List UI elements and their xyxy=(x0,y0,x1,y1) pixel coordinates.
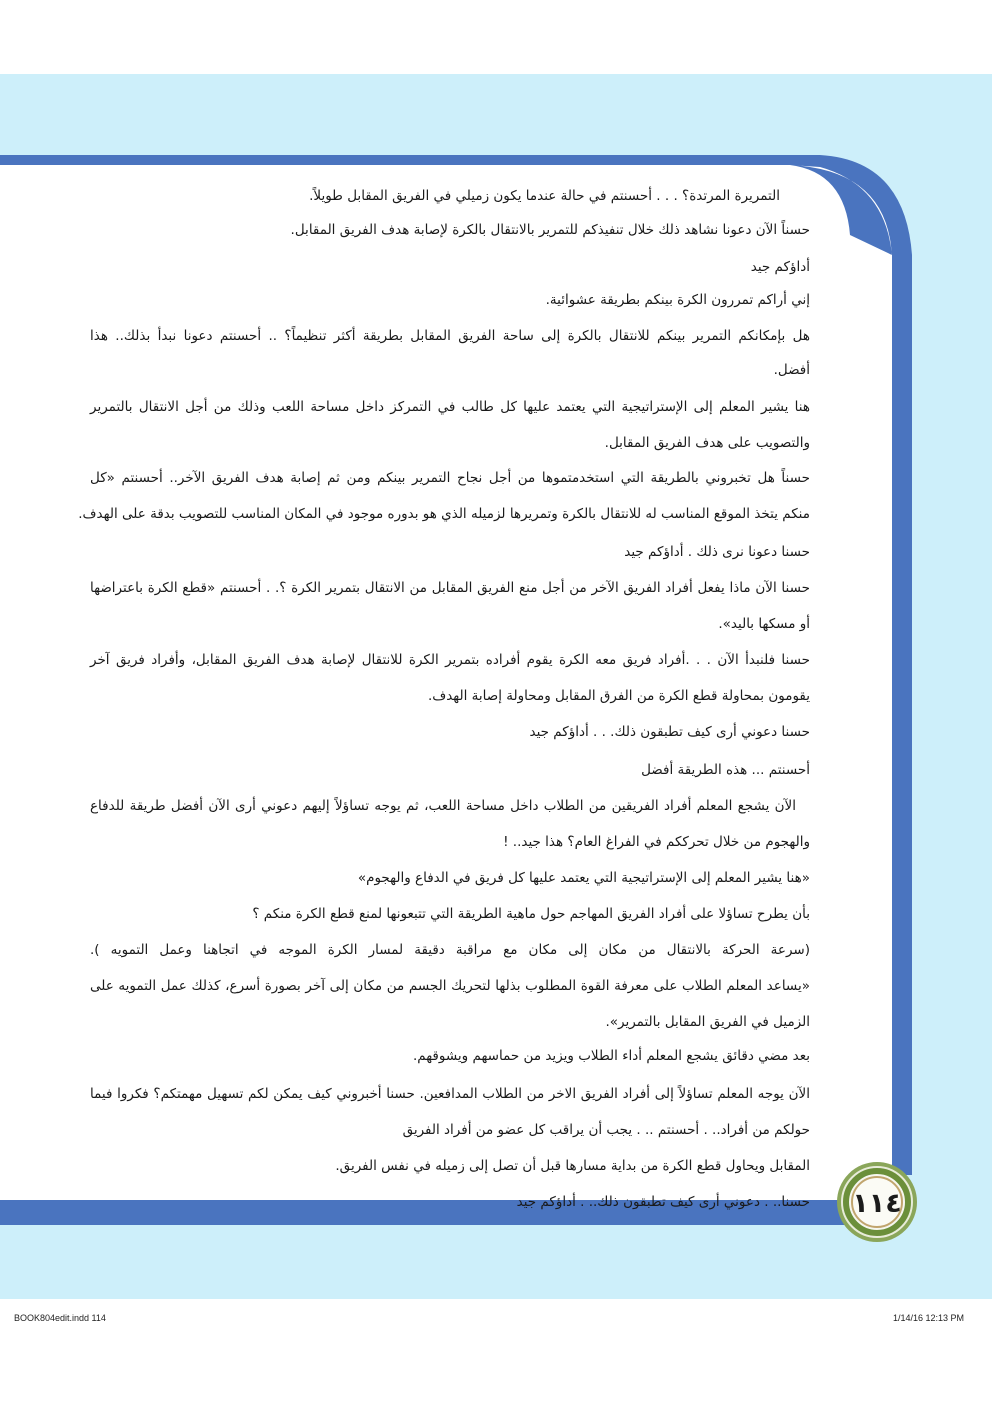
text-line: حسناً هل تخبروني بالطريقة التي استخدمتموها من أجل نجاح التمرير بينكم ومن ثم إصابة هدف الفريق الآخر.. أحسنتم «كل xyxy=(90,470,810,486)
text-line: أو مسكها باليد». xyxy=(718,616,810,632)
text-line: «هنا يشير المعلم إلى الإستراتيجية التي يعتمد عليها كل فريق في الدفاع والهجوم» xyxy=(357,870,810,886)
text-line: حسنا الآن ماذا يفعل أفراد الفريق الآخر من أجل منع الفريق المقابل من الانتقال بتمرير الكرة ؟. . أحسنتم «قطع الكرة باعتراضها xyxy=(90,580,810,596)
text-line: بعد مضي دقائق يشجع المعلم أداء الطلاب ويزيد من حماسهم ويشوقهم. xyxy=(412,1048,810,1064)
text-line: المقابل ويحاول قطع الكرة من بداية مسارها قبل أن تصل إلى زميله في نفس الفريق. xyxy=(335,1158,810,1174)
text-line: هنا يشير المعلم إلى الإستراتيجية التي يعتمد عليها كل طالب في التمركز داخل مساحة اللعب وذلك من أجل الانتقال بالتمرير xyxy=(90,399,810,415)
body-text xyxy=(78,178,810,1218)
text-line: أحسنتم ... هذه الطريقة أفضل xyxy=(641,762,810,778)
text-line: أداؤكم جيد xyxy=(750,259,810,275)
text-line: بأن يطرح تساؤلا على أفراد الفريق المهاجم حول ماهية الطريقة التي تتبعونها لمنع قطع الكرة منكم ؟ xyxy=(252,906,810,922)
footer-file-label: BOOK804edit.indd 114 xyxy=(14,1313,106,1323)
text-line: منكم يتخذ الموقع المناسب له للانتقال بالكرة وتمريرها لزميله الذي هو بدوره موجود في المكان المناسب للتصويب بدقة على الهدف. xyxy=(78,506,810,522)
text-line: والتصويب على هدف الفريق المقابل. xyxy=(604,435,810,451)
text-line: حسنا فلنبدأ الآن . . .أفراد فريق معه الكرة يقوم أفراده بتمرير الكرة للانتقال لإصابة هدف الفريق المقابل، وأفراد فريق آخر xyxy=(90,652,810,668)
text-line: حسنا.. . دعوني أرى كيف تطبقون ذلك.. . أداؤكم جيد xyxy=(516,1194,810,1210)
text-line: حسنا دعوني أرى كيف تطبقون ذلك. . . أداؤكم جيد xyxy=(529,724,810,740)
text-line: حسنا دعونا نرى ذلك . أداؤكم جيد xyxy=(624,544,810,560)
text-line: الآن يشجع المعلم أفراد الفريقين من الطلاب داخل مساحة اللعب، ثم يوجه تساؤلاً إليهم دعوني أرى الآن أفضل طريقة للدفاع xyxy=(90,798,796,814)
text-line: والهجوم من خلال تحرككم في الفراغ العام؟ هذا جيد.. ! xyxy=(503,834,810,850)
text-line: أفضل. xyxy=(773,362,810,378)
page-number: ١١٤ xyxy=(852,1187,902,1219)
text-line: الآن يوجه المعلم تساؤلاً إلى أفراد الفريق الاخر من الطلاب المدافعين. حسنا أخبروني كيف يمكن لكم تسهيل مهمتكم؟ فكروا فيما xyxy=(90,1086,810,1102)
text-line: حولكم من أفراد.. . أحسنتم .. . يجب أن يراقب كل عضو من أفراد الفريق xyxy=(402,1122,810,1138)
text-line: إني أراكم تمررون الكرة بينكم بطريقة عشوائية. xyxy=(545,292,810,308)
text-line: (سرعة الحركة بالانتقال من مكان إلى مكان مع مراقبة دقيقة لمسار الكرة الموجه في اتجاهنا وعمل التمويه ). xyxy=(90,942,810,958)
text-line: الزميل في الفريق المقابل بالتمرير». xyxy=(605,1014,810,1030)
text-line: «يساعد المعلم الطلاب على معرفة القوة المطلوب بذلها لتحريك الجسم من مكان إلى آخر بصورة أسرع، كذلك عمل التمويه على xyxy=(90,978,810,994)
text-line: يقومون بمحاولة قطع الكرة من الفرق المقابل ومحاولة إصابة الهدف. xyxy=(427,688,810,704)
footer-timestamp: 1/14/16 12:13 PM xyxy=(892,1313,964,1323)
text-line: التمريرة المرتدة؟ . . . أحسنتم في حالة عندما يكون زميلي في الفريق المقابل طويلاً. xyxy=(309,188,780,204)
text-line: هل بإمكانكم التمرير بينكم للانتقال بالكرة إلى ساحة الفريق المقابل بطريقة أكثر تنظيماً؟ .. أحسنتم دعونا نبدأ بذلك.. هذا xyxy=(90,328,810,344)
text-line: حسناً الآن دعونا نشاهد ذلك خلال تنفيذكم للتمرير بالانتقال بالكرة لإصابة هدف الفريق المقابل. xyxy=(290,222,810,238)
